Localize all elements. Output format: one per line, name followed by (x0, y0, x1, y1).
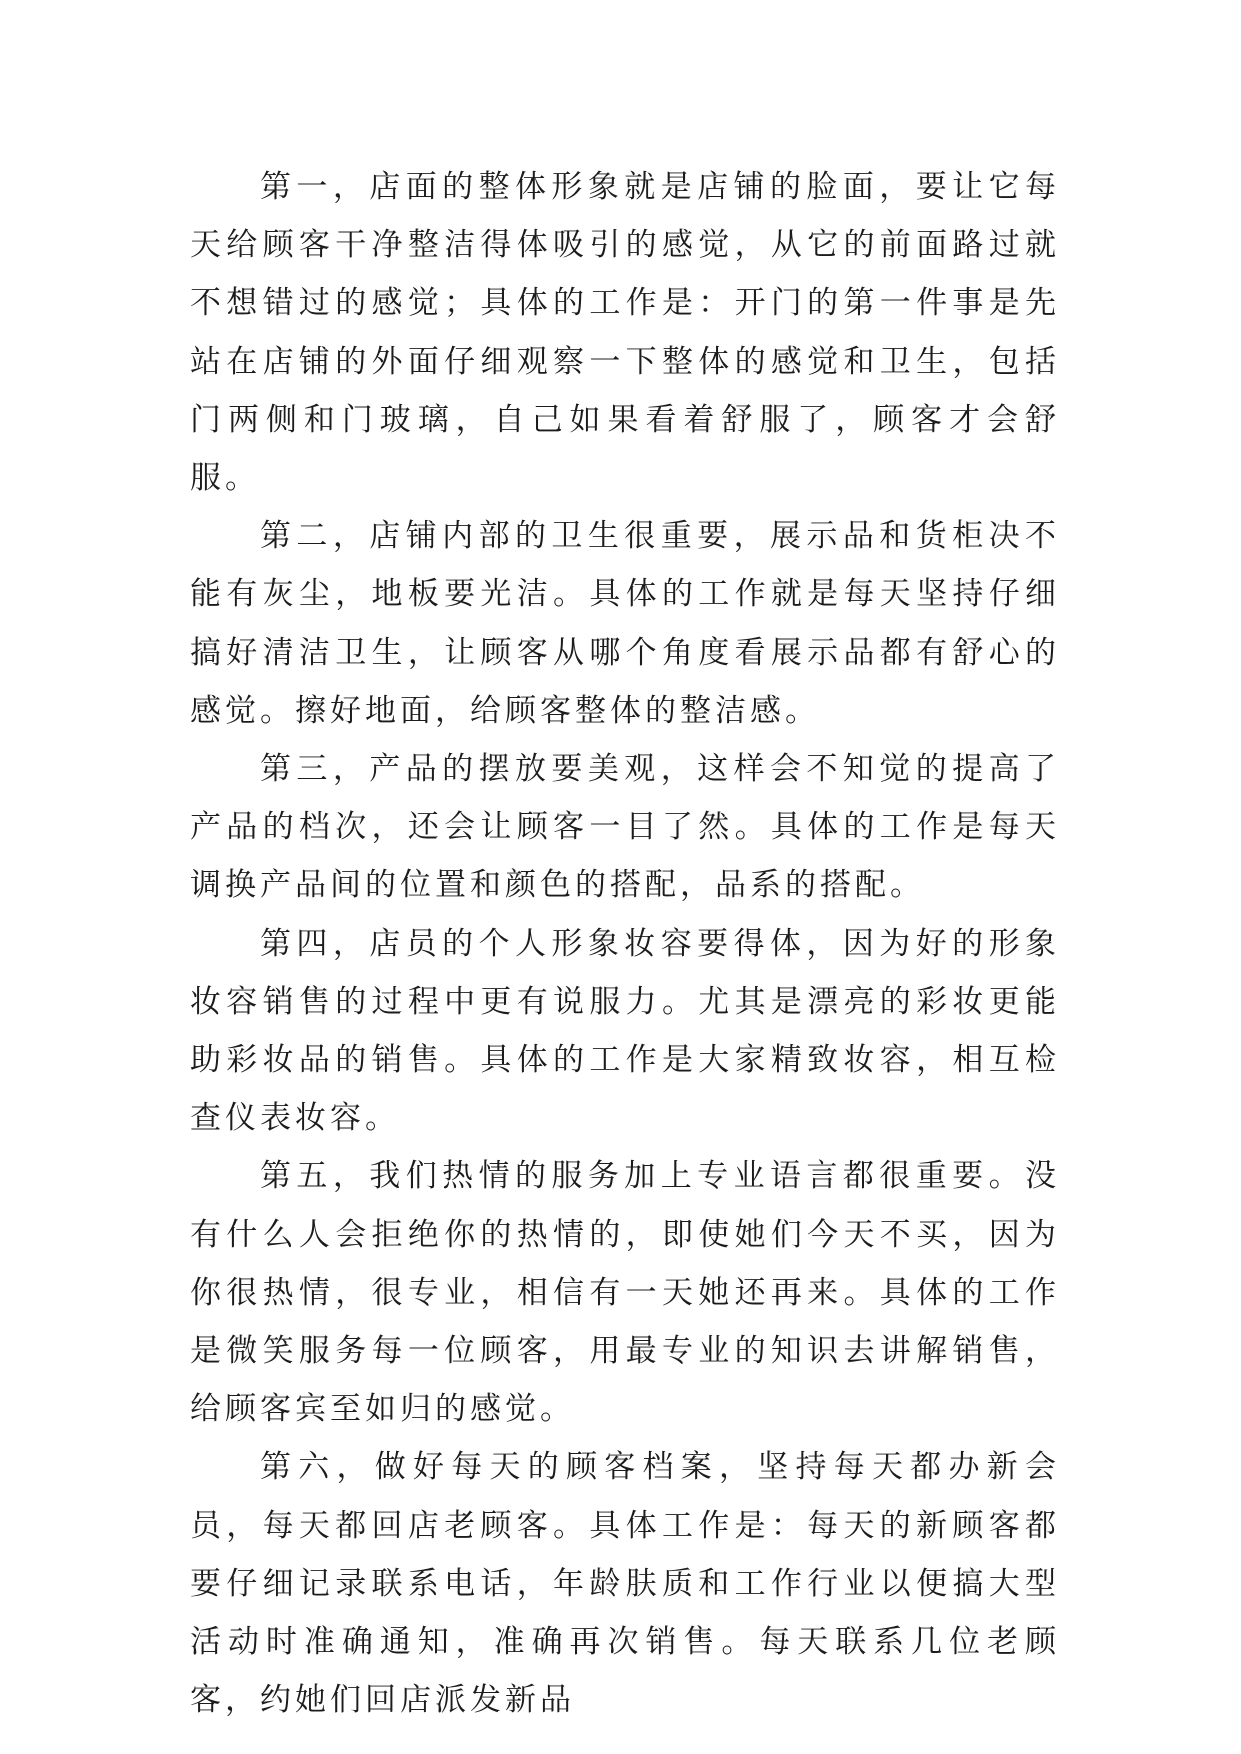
paragraph-6: 第六，做好每天的顾客档案，坚持每天都办新会员，每天都回店老顾客。具体工作是：每天的新顾客都要仔细记录联系电话，年龄肤质和工作行业以便搞大型活动时准确通知，准确再次销售。每天联系几位老顾客，约她们回店派发新品 (190, 1449, 1060, 1719)
paragraph-2: 第二，店铺内部的卫生很重要，展示品和货柜决不能有灰尘，地板要光洁。具体的工作就是每天坚持仔细搞好清洁卫生，让顾客从哪个角度看展示品都有舒心的感觉。擦好地面，给顾客整体的整洁感。 (190, 518, 1060, 729)
document-body (190, 158, 1060, 1729)
paragraph-3: 第三，产品的摆放要美观，这样会不知觉的提高了产品的档次，还会让顾客一目了然。具体的工作是每天调换产品间的位置和颜色的搭配，品系的搭配。 (190, 751, 1060, 904)
paragraph-1: 第一，店面的整体形象就是店铺的脸面，要让它每天给顾客干净整洁得体吸引的感觉，从它的前面路过就不想错过的感觉；具体的工作是：开门的第一件事是先站在店铺的外面仔细观察一下整体的感觉和卫生，包括门两侧和门玻璃，自己如果看着舒服了，顾客才会舒服。 (190, 169, 1060, 497)
paragraph-5: 第五，我们热情的服务加上专业语言都很重要。没有什么人会拒绝你的热情的，即使她们今天不买，因为你很热情，很专业，相信有一天她还再来。具体的工作是微笑服务每一位顾客，用最专业的知识去讲解销售，给顾客宾至如归的感觉。 (190, 1158, 1060, 1428)
paragraph-4: 第四，店员的个人形象妆容要得体，因为好的形象妆容销售的过程中更有说服力。尤其是漂亮的彩妆更能助彩妆品的销售。具体的工作是大家精致妆容，相互检查仪表妆容。 (190, 925, 1060, 1137)
